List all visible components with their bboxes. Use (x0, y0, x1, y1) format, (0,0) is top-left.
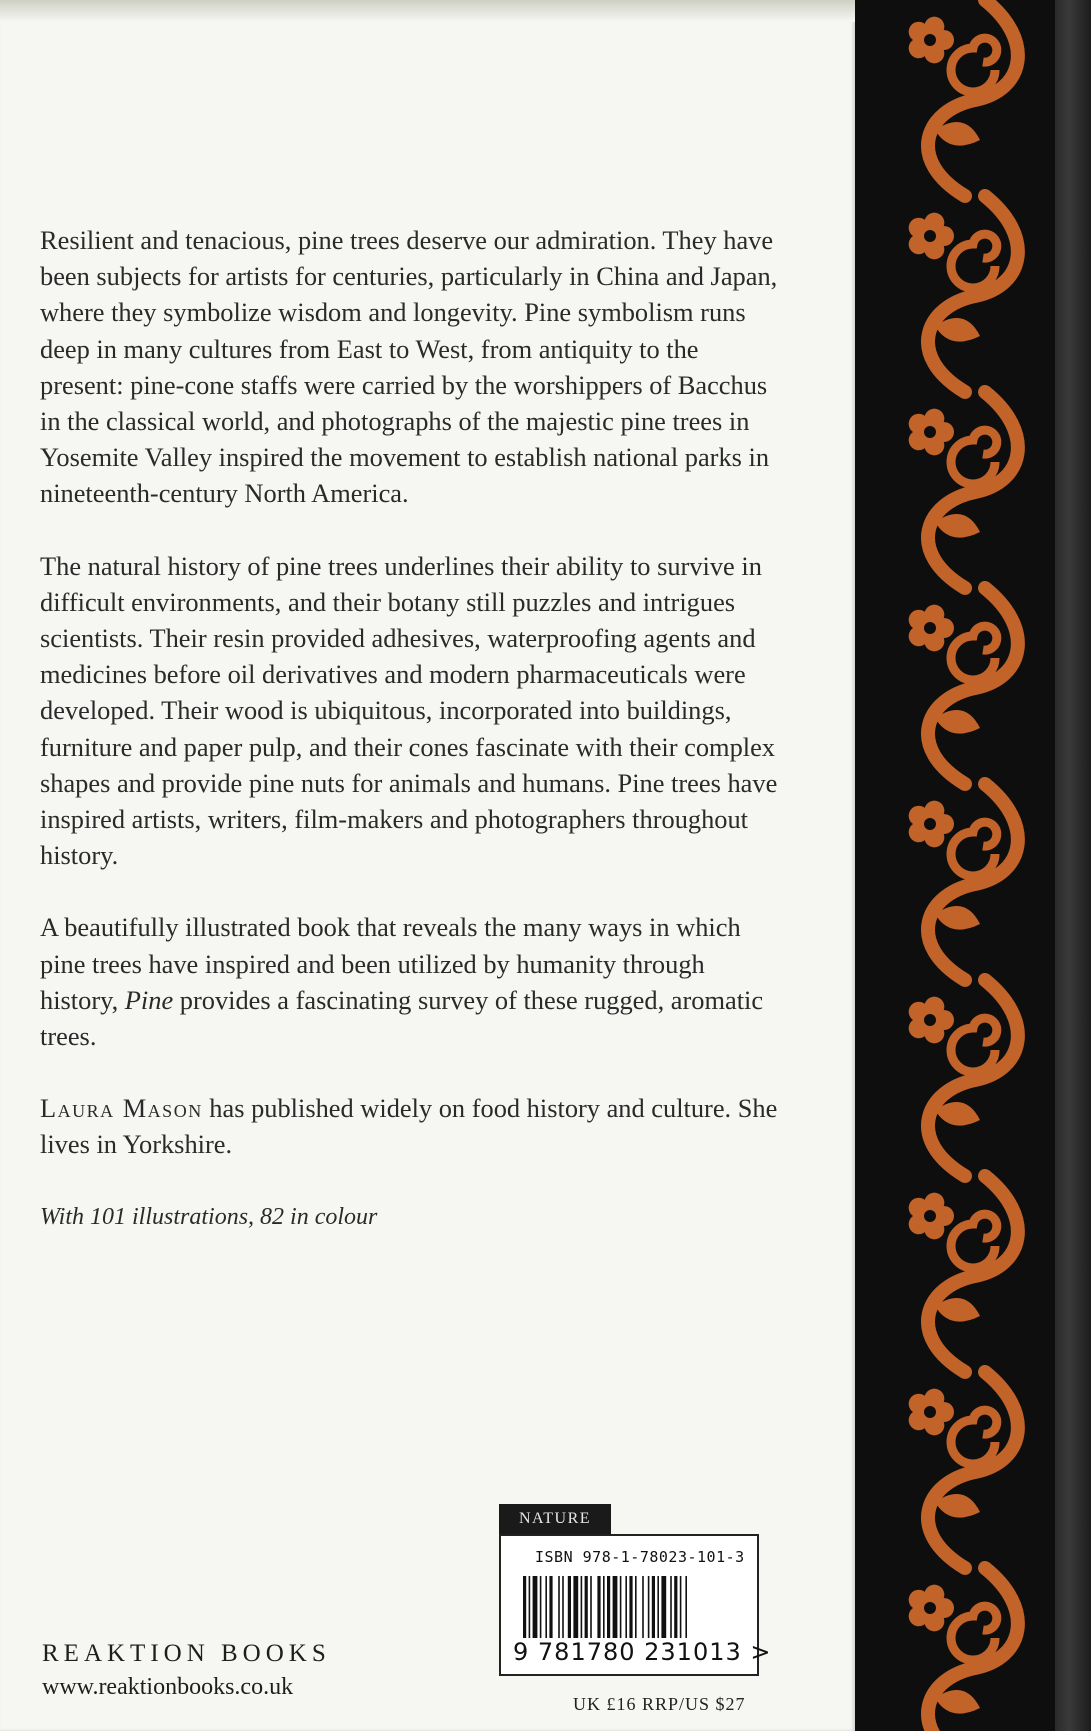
barcode-bar (562, 1576, 564, 1638)
price-label: UK £16 RRP/US $27 (573, 1694, 746, 1714)
author-bio-text: has published widely on food history and culture. She lives in Yorkshire. (40, 1093, 778, 1160)
ornament-motif (909, 392, 1018, 588)
blurb-text (40, 222, 780, 1271)
barcode-bar (629, 1576, 632, 1638)
barcode-bar (568, 1576, 571, 1638)
ornament-motif (909, 1568, 1018, 1731)
ornament-motif (909, 1176, 1018, 1372)
ornament-motif (909, 0, 1018, 196)
barcode-digits: 9 781780 231013 > (513, 1638, 772, 1666)
barcode-bar (590, 1576, 592, 1638)
ornament-motif (909, 588, 1018, 784)
barcode-bar (680, 1576, 682, 1638)
blurb-paragraph-3 (40, 909, 780, 1054)
author-name: Laura Mason (40, 1093, 203, 1124)
barcode-bar (523, 1576, 526, 1638)
barcode-bar (635, 1576, 637, 1638)
barcode-bar (652, 1576, 655, 1638)
barcode-bar (597, 1576, 600, 1638)
barcode-bar (613, 1576, 618, 1638)
barcode-bar (642, 1576, 644, 1638)
floral-ornament-icon (875, 0, 1055, 1731)
barcode-bar (674, 1576, 677, 1638)
author-bio (40, 1090, 780, 1162)
barcode-bar (533, 1576, 538, 1638)
blurb-paragraph-2: The natural history of pine trees underlines their ability to survive in difficult environments, and their botany still puzzles and intrigues scientists. Their resin provided adhesives, waterproofing agents and medicines before oil derivatives and modern pharmaceuticals were developed. Their wood is ubiquitous, incorporated into buildings, furniture and paper pulp, and their cones fascinate with their complex shapes and provide pine nuts for animals and humans. Pine trees have inspired artists, writers, film-makers and photographers throughout history. (40, 550, 778, 871)
illustrations-note: With 101 illustrations, 82 in colour (40, 1203, 378, 1230)
barcode-bar (545, 1576, 547, 1638)
barcode-bar (549, 1576, 552, 1638)
ornament-motif (909, 1372, 1018, 1568)
barcode-box (499, 1534, 772, 1676)
isbn-label: ISBN 978-1-78023-101-3 (535, 1548, 745, 1566)
ornament-motif (909, 784, 1018, 980)
barcode-bar (603, 1576, 605, 1638)
spine-edge (1055, 0, 1091, 1731)
category-tag: NATURE (499, 1504, 611, 1534)
book-title-italic: Pine (124, 984, 174, 1015)
blurb-paragraph-3-start: A beautifully illustrated book that reveals the many ways in which pine trees have inspired and been utilized by humanity through history, (40, 912, 741, 1015)
blurb-paragraph-1: Resilient and tenacious, pine trees deserve our admiration. They have been subjects for artists for centuries, particularly in China and Japan, where they symbolize wisdom and longevity. Pine symbolism runs deep in many cultures from East to West, from antiquity to the present: pine-cone staffs were carried by the worshippers of Bacchus in the classical world, and photographs of the majestic pine trees in Yosemite Valley inspired the movement to establish national parks in nineteenth-century North America. (40, 225, 778, 509)
barcode-bar (529, 1576, 531, 1638)
barcode-icon (521, 1576, 741, 1638)
publisher-name: REAKTION BOOKS (42, 1640, 331, 1667)
barcode-bar (607, 1576, 610, 1638)
barcode-bar (558, 1576, 560, 1638)
barcode-bar (620, 1576, 622, 1638)
barcode-bar (581, 1576, 583, 1638)
barcode-bar (670, 1576, 672, 1638)
barcode-bar (540, 1576, 542, 1638)
publisher-block (42, 1640, 331, 1701)
cover-top-edge (0, 0, 855, 22)
barcode-bar (661, 1576, 666, 1638)
barcode-bar (625, 1576, 627, 1638)
blurb-paragraph-3-end: provides a fascinating survey of these rugged, aromatic trees. (40, 984, 764, 1052)
barcode-bar (648, 1576, 650, 1638)
publisher-url[interactable]: www.reaktionbooks.co.uk (42, 1674, 294, 1700)
ornament-motif (909, 196, 1018, 392)
barcode-bar (657, 1576, 659, 1638)
barcode-bar (685, 1576, 687, 1638)
barcode-bar (573, 1576, 578, 1638)
barcode-bar (585, 1576, 588, 1638)
ornament-motif (909, 980, 1018, 1176)
